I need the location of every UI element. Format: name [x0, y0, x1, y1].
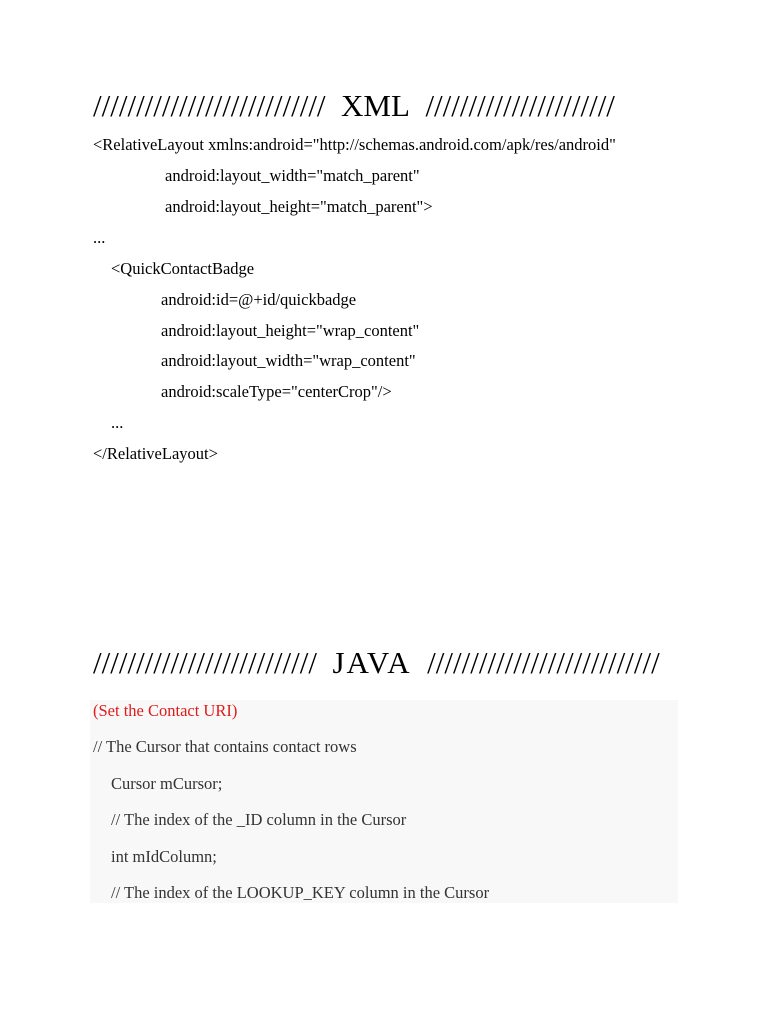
xml-code-line: android:scaleType="centerCrop"/> — [161, 382, 392, 401]
java-section-heading — [93, 645, 660, 681]
heading-title-xml: XML — [341, 88, 410, 123]
xml-code-line: <RelativeLayout xmlns:android="http://schemas.android.com/apk/res/android" — [93, 135, 616, 154]
heading-slashes-left: ////////////////////////// — [93, 645, 317, 680]
java-code-block — [90, 700, 678, 903]
java-code-line: // The index of the LOOKUP_KEY column in the Cursor — [111, 883, 490, 902]
xml-section-heading — [93, 88, 615, 124]
java-comment-set-contact-uri: (Set the Contact URI) — [93, 701, 238, 720]
java-code-line: int mIdColumn; — [111, 847, 217, 866]
xml-code-line: <QuickContactBadge — [111, 259, 255, 278]
heading-slashes-right: ////////////////////// — [425, 88, 615, 123]
heading-slashes-right: /////////////////////////// — [427, 645, 660, 680]
xml-code-line: ... — [111, 413, 124, 432]
xml-code-line: </RelativeLayout> — [93, 444, 218, 463]
xml-code-line: android:layout_width="wrap_content" — [161, 351, 416, 370]
java-code-line: // The Cursor that contains contact rows — [93, 737, 357, 756]
heading-title-java: JAVA — [332, 645, 412, 680]
java-code-line: // The index of the _ID column in the Cursor — [111, 810, 407, 829]
xml-code-line: android:id=@+id/quickbadge — [161, 290, 357, 309]
xml-code-line: android:layout_width="match_parent" — [165, 166, 420, 185]
xml-code-line: android:layout_height="match_parent"> — [165, 197, 433, 216]
heading-slashes-left: /////////////////////////// — [93, 88, 326, 123]
java-code-line: Cursor mCursor; — [111, 774, 223, 793]
xml-code-line: ... — [93, 228, 106, 247]
xml-code-line: android:layout_height="wrap_content" — [161, 321, 420, 340]
